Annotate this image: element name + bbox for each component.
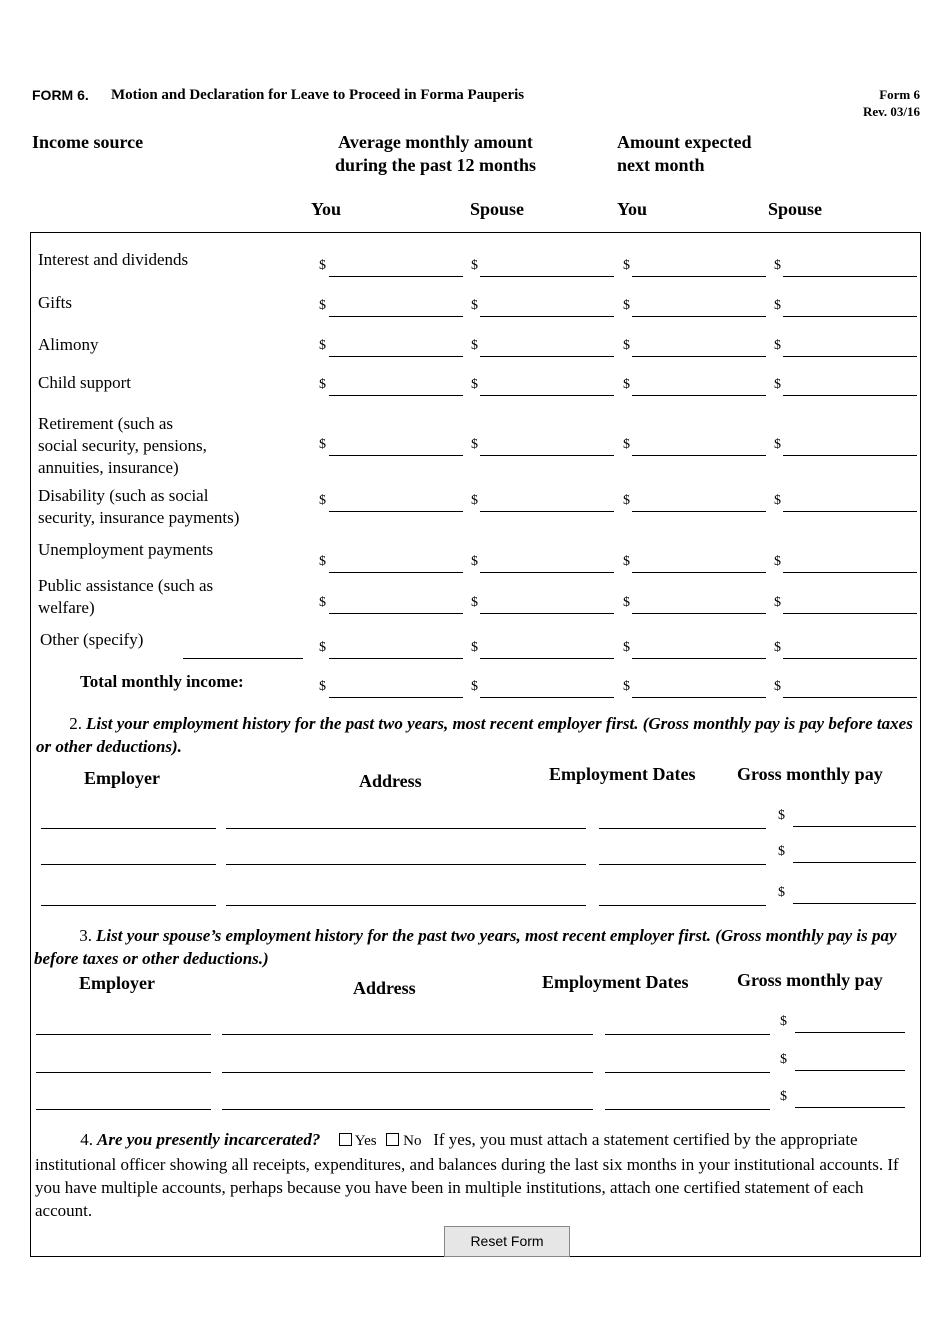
total-spouse-expected-field[interactable] <box>783 697 917 698</box>
unemployment-you-expected-field[interactable] <box>632 572 766 573</box>
s2-gross-pay-field[interactable] <box>793 903 916 904</box>
sub-you-expected: You <box>617 199 648 219</box>
disability-you-expected-field[interactable] <box>632 511 766 512</box>
col-amount-expected <box>617 131 751 177</box>
s2-dates-field[interactable] <box>599 828 766 829</box>
form-revision: Rev. 03/16 <box>862 104 920 119</box>
section4-number: 4. <box>80 1130 93 1149</box>
s2-address-field[interactable] <box>226 905 586 906</box>
row-label-alimony: Alimony <box>38 335 99 354</box>
s2-col-pay: Gross monthly pay <box>737 764 883 784</box>
section2-number: 2. <box>69 714 82 733</box>
s3-col-dates: Employment Dates <box>542 972 689 992</box>
unemployment-spouse-average-field[interactable] <box>480 572 614 573</box>
s3-col-pay: Gross monthly pay <box>737 970 883 990</box>
currency-symbol: $ <box>319 493 326 508</box>
s3-col-employer: Employer <box>79 973 155 993</box>
currency-symbol: $ <box>471 640 478 655</box>
currency-symbol: $ <box>774 377 781 392</box>
other-spouse-average-field[interactable] <box>480 658 614 659</box>
currency-symbol: $ <box>471 493 478 508</box>
currency-symbol: $ <box>623 595 630 610</box>
row-label-gifts: Gifts <box>38 293 72 312</box>
currency-symbol: $ <box>780 1052 787 1067</box>
other-specify-field[interactable] <box>183 658 303 659</box>
gifts-spouse-expected-field[interactable] <box>783 316 917 317</box>
form-number: Form 6 <box>879 87 920 102</box>
currency-symbol: $ <box>319 595 326 610</box>
s2-gross-pay-field[interactable] <box>793 826 916 827</box>
s3-employer-field[interactable] <box>36 1034 211 1035</box>
currency-symbol: $ <box>778 808 785 823</box>
s3-employer-field[interactable] <box>36 1072 211 1073</box>
currency-symbol: $ <box>774 493 781 508</box>
s2-address-field[interactable] <box>226 864 586 865</box>
currency-symbol: $ <box>471 679 478 694</box>
currency-symbol: $ <box>319 437 326 452</box>
public-assistance-spouse-expected-field[interactable] <box>783 613 917 614</box>
currency-symbol: $ <box>623 298 630 313</box>
gifts-you-expected-field[interactable] <box>632 316 766 317</box>
alimony-you-expected-field[interactable] <box>632 356 766 357</box>
currency-symbol: $ <box>774 437 781 452</box>
s3-gross-pay-field[interactable] <box>795 1070 905 1071</box>
sub-spouse-average: Spouse <box>470 199 525 219</box>
currency-symbol: $ <box>623 377 630 392</box>
reset-form-button[interactable]: Reset Form <box>444 1226 570 1257</box>
currency-symbol: $ <box>774 338 781 353</box>
currency-symbol: $ <box>774 554 781 569</box>
col-average-line1: Average monthly amount <box>338 132 533 152</box>
row-label-interest: Interest and dividends <box>38 250 189 269</box>
currency-symbol: $ <box>471 595 478 610</box>
form-number-block <box>863 86 920 120</box>
currency-symbol: $ <box>319 377 326 392</box>
currency-symbol: $ <box>471 377 478 392</box>
currency-symbol: $ <box>778 885 785 900</box>
s2-gross-pay-field[interactable] <box>793 862 916 863</box>
row-label-unemployment: Unemployment payments <box>38 540 214 559</box>
interest-spouse-expected-field[interactable] <box>783 276 917 277</box>
retirement-you-expected-field[interactable] <box>632 455 766 456</box>
currency-symbol: $ <box>319 298 326 313</box>
incarcerated-no-label: No <box>403 1133 422 1149</box>
disability-spouse-expected-field[interactable] <box>783 511 917 512</box>
other-spouse-expected-field[interactable] <box>783 658 917 659</box>
public-assistance-you-average-field[interactable] <box>329 613 463 614</box>
s2-employer-field[interactable] <box>41 864 216 865</box>
currency-symbol: $ <box>774 640 781 655</box>
row-label-disability: Disability (such as social security, insurance payments) <box>38 486 240 527</box>
s3-col-address: Address <box>353 978 416 998</box>
currency-symbol: $ <box>471 338 478 353</box>
s3-dates-field[interactable] <box>605 1072 770 1073</box>
s2-address-field[interactable] <box>226 828 586 829</box>
s3-employer-field[interactable] <box>36 1109 211 1110</box>
s3-dates-field[interactable] <box>605 1034 770 1035</box>
s2-col-address: Address <box>359 771 422 791</box>
s2-dates-field[interactable] <box>599 905 766 906</box>
interest-you-average-field[interactable] <box>329 276 463 277</box>
currency-symbol: $ <box>319 338 326 353</box>
child-support-spouse-average-field[interactable] <box>480 395 614 396</box>
gifts-you-average-field[interactable] <box>329 316 463 317</box>
section2-question <box>36 712 916 758</box>
other-you-average-field[interactable] <box>329 658 463 659</box>
disability-you-average-field[interactable] <box>329 511 463 512</box>
incarcerated-yes-checkbox[interactable] <box>339 1133 352 1146</box>
currency-symbol: $ <box>471 554 478 569</box>
section2-text: List your employment history for the past two years, most recent employer first. (Gross monthly pay is pay before taxes or other deductions). <box>36 714 913 756</box>
sub-spouse-expected: Spouse <box>768 199 823 219</box>
row-label-child-support: Child support <box>38 373 132 392</box>
row-label-public-assistance: Public assistance (such as welfare) <box>38 576 214 617</box>
alimony-spouse-expected-field[interactable] <box>783 356 917 357</box>
alimony-spouse-average-field[interactable] <box>480 356 614 357</box>
currency-symbol: $ <box>319 640 326 655</box>
section3-number: 3. <box>79 926 92 945</box>
incarcerated-no-checkbox[interactable] <box>386 1133 399 1146</box>
retirement-spouse-expected-field[interactable] <box>783 455 917 456</box>
sub-you-average: You <box>311 199 342 219</box>
currency-symbol: $ <box>774 298 781 313</box>
currency-symbol: $ <box>623 338 630 353</box>
currency-symbol: $ <box>623 493 630 508</box>
child-support-you-average-field[interactable] <box>329 395 463 396</box>
row-label-retirement: Retirement (such as social security, pensions, annuities, insurance) <box>38 414 207 477</box>
s3-address-field[interactable] <box>222 1109 593 1110</box>
col-average-line2: during the past 12 months <box>334 155 537 175</box>
child-support-you-expected-field[interactable] <box>632 395 766 396</box>
currency-symbol: $ <box>471 437 478 452</box>
total-monthly-income-label: Total monthly income: <box>80 672 244 691</box>
public-assistance-spouse-average-field[interactable] <box>480 613 614 614</box>
s3-address-field[interactable] <box>222 1072 593 1073</box>
currency-symbol: $ <box>623 640 630 655</box>
s2-employer-field[interactable] <box>41 828 216 829</box>
unemployment-spouse-expected-field[interactable] <box>783 572 917 573</box>
section4-text-rest: by the appropriate institutional officer showing all receipts, expenditures, and balances during the last six months in your institutional accounts. If you have multiple accounts, perhaps because you have been in multiple institutions, attach one certified statement of each account. <box>35 1130 899 1220</box>
s2-col-dates: Employment Dates <box>549 764 696 784</box>
currency-symbol: $ <box>623 437 630 452</box>
interest-spouse-average-field[interactable] <box>480 276 614 277</box>
disability-spouse-average-field[interactable] <box>480 511 614 512</box>
currency-symbol: $ <box>623 258 630 273</box>
col-expected-line2: next month <box>617 155 705 175</box>
alimony-you-average-field[interactable] <box>329 356 463 357</box>
child-support-spouse-expected-field[interactable] <box>783 395 917 396</box>
currency-symbol: $ <box>471 298 478 313</box>
currency-symbol: $ <box>780 1089 787 1104</box>
form-label: FORM 6. <box>32 87 89 103</box>
col-income-source: Income source <box>32 132 144 152</box>
col-expected-line1: Amount expected <box>617 132 752 152</box>
currency-symbol: $ <box>623 554 630 569</box>
section3-text: List your spouse’s employment history for the past two years, most recent employer first. (Gross monthly pay is pay before taxes or other deductions.) <box>34 926 897 968</box>
s3-gross-pay-field[interactable] <box>795 1107 905 1108</box>
row-label-other: Other (specify) <box>40 630 144 649</box>
currency-symbol: $ <box>623 679 630 694</box>
col-average-monthly <box>308 131 563 177</box>
currency-symbol: $ <box>319 679 326 694</box>
section4-text-first: If yes, you must attach a statement certified <box>433 1130 730 1149</box>
currency-symbol: $ <box>471 258 478 273</box>
currency-symbol: $ <box>774 679 781 694</box>
section4-question <box>35 1128 919 1222</box>
currency-symbol: $ <box>778 844 785 859</box>
interest-you-expected-field[interactable] <box>632 276 766 277</box>
currency-symbol: $ <box>774 258 781 273</box>
section3-question <box>34 924 914 970</box>
unemployment-you-average-field[interactable] <box>329 572 463 573</box>
currency-symbol: $ <box>319 554 326 569</box>
s3-gross-pay-field[interactable] <box>795 1032 905 1033</box>
public-assistance-you-expected-field[interactable] <box>632 613 766 614</box>
currency-symbol: $ <box>319 258 326 273</box>
s3-address-field[interactable] <box>222 1034 593 1035</box>
gifts-spouse-average-field[interactable] <box>480 316 614 317</box>
total-you-expected-field[interactable] <box>632 697 766 698</box>
currency-symbol: $ <box>780 1014 787 1029</box>
other-you-expected-field[interactable] <box>632 658 766 659</box>
s2-dates-field[interactable] <box>599 864 766 865</box>
form-title: Motion and Declaration for Leave to Proceed in Forma Pauperis <box>111 87 525 103</box>
total-you-average-field[interactable] <box>329 697 463 698</box>
s3-dates-field[interactable] <box>605 1109 770 1110</box>
section4-question-text: Are you presently incarcerated? <box>97 1130 321 1149</box>
retirement-you-average-field[interactable] <box>329 455 463 456</box>
incarcerated-yes-label: Yes <box>354 1133 377 1149</box>
s2-col-employer: Employer <box>84 768 160 788</box>
retirement-spouse-average-field[interactable] <box>480 455 614 456</box>
total-spouse-average-field[interactable] <box>480 697 614 698</box>
s2-employer-field[interactable] <box>41 905 216 906</box>
currency-symbol: $ <box>774 595 781 610</box>
